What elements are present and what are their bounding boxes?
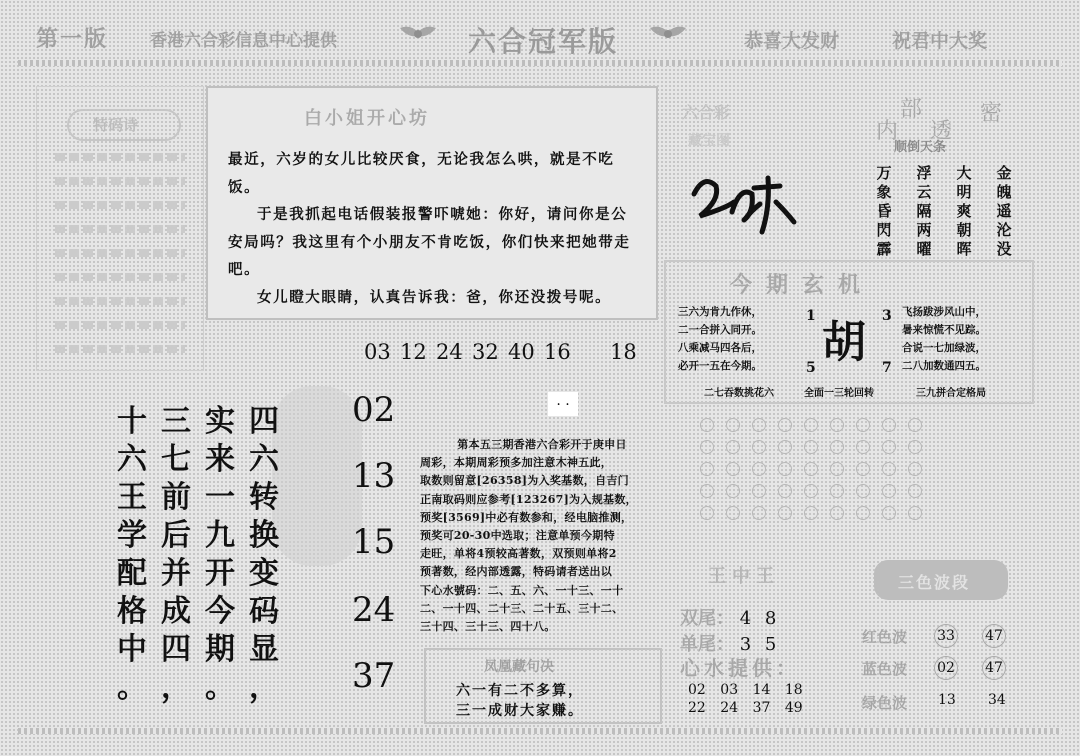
circle-mark bbox=[830, 462, 844, 476]
heart-number: 18 bbox=[784, 682, 803, 698]
faint-line bbox=[55, 321, 185, 329]
circle-mark bbox=[856, 484, 870, 498]
story-text bbox=[228, 146, 642, 311]
poem-char: 王 bbox=[117, 480, 147, 515]
prediction-line: 取数则留意[26358]为入奖基数，自吉门 bbox=[420, 474, 629, 488]
number: 12 bbox=[400, 340, 427, 364]
circle-mark bbox=[700, 418, 714, 432]
wing-logo-icon bbox=[398, 22, 438, 46]
mystery-line: 必开一五在今期。 bbox=[678, 360, 762, 372]
red-wave-number: 33 bbox=[934, 624, 958, 648]
prediction-line: 周彩，本期周彩预多加注意木神五此， bbox=[420, 456, 613, 470]
poem-char: ， bbox=[249, 670, 279, 705]
inner-char: 魄 bbox=[996, 183, 1012, 201]
poem-char: 转 bbox=[249, 480, 279, 515]
big-number: 15 bbox=[352, 522, 396, 562]
circle-mark bbox=[726, 506, 740, 520]
prediction-line: 正南取码则应参考[123267]为入规基数， bbox=[420, 492, 637, 506]
circle-mark bbox=[700, 462, 714, 476]
wave-banner bbox=[874, 560, 1008, 600]
heart-number: 03 bbox=[720, 682, 739, 698]
poem-char: 九 bbox=[205, 518, 235, 553]
edition-label: 第一版 bbox=[36, 26, 109, 52]
number: 03 bbox=[364, 340, 391, 364]
circle-mark bbox=[908, 418, 922, 432]
wave-banner-text: 三色波段 bbox=[898, 573, 971, 592]
left-panel-title: 特码诗 bbox=[93, 116, 139, 134]
inner-char: 金 bbox=[996, 164, 1012, 182]
circle-mark bbox=[726, 484, 740, 498]
circle-mark bbox=[804, 418, 818, 432]
inner-char: 云 bbox=[916, 183, 932, 201]
slogan-left: 恭喜大发财 bbox=[744, 30, 840, 52]
poem-char: 十 bbox=[117, 404, 147, 439]
circle-mark bbox=[778, 462, 792, 476]
mystery-line: 三六为肯九作休， bbox=[678, 306, 762, 318]
red-wave-label: 红色波 bbox=[862, 628, 908, 646]
inner-char: 两 bbox=[916, 221, 932, 239]
double-tail-values: 4 8 bbox=[739, 608, 781, 629]
prediction-line: 第本五三期香港六合彩开于庚申日 bbox=[457, 438, 627, 451]
poem-char: 一 bbox=[205, 480, 235, 515]
mystery-title: 今期玄机 bbox=[730, 272, 875, 298]
faint-line bbox=[55, 273, 185, 281]
inner-subtitle: 顺倒天条 bbox=[894, 140, 947, 155]
poem-char: ， bbox=[161, 670, 191, 705]
mystery-line: 二一合拼入同开。 bbox=[678, 324, 762, 336]
inner-char: 昏 bbox=[876, 202, 892, 220]
mystery-footer: 全面一三轮回转 bbox=[804, 388, 874, 399]
prediction-line: 下心水號码：二、五、六、一十三、一十 bbox=[420, 583, 624, 597]
circle-mark bbox=[804, 484, 818, 498]
blue-wave-number: 47 bbox=[982, 656, 1006, 680]
inner-title-char: 部 bbox=[900, 97, 923, 122]
circle-mark bbox=[700, 440, 714, 454]
faint-line bbox=[55, 153, 185, 161]
heart-number: 14 bbox=[752, 682, 771, 698]
story-box bbox=[206, 86, 658, 320]
circle-mark bbox=[804, 506, 818, 520]
green-wave-number: 34 bbox=[988, 692, 1006, 708]
double-tail-label: 双尾： bbox=[680, 608, 734, 629]
inner-title-char: 密 bbox=[980, 101, 1003, 126]
heart-number: 49 bbox=[784, 700, 803, 716]
grid-label: 王中王 bbox=[708, 566, 780, 587]
tip-line: 六一有二不多算， bbox=[456, 683, 584, 699]
circle-mark bbox=[830, 484, 844, 498]
circle-mark bbox=[856, 440, 870, 454]
wing-logo-icon bbox=[648, 22, 688, 46]
green-wave-number: 13 bbox=[938, 692, 956, 708]
poem-char: 中 bbox=[117, 632, 147, 667]
mystery-center-char: 胡 bbox=[822, 317, 866, 368]
circle-mark bbox=[778, 440, 792, 454]
big-number: 02 bbox=[352, 390, 396, 430]
poem-char: 今 bbox=[205, 594, 235, 629]
circle-mark bbox=[830, 418, 844, 432]
number: 40 bbox=[508, 340, 535, 364]
inner-char: 隔 bbox=[916, 202, 932, 220]
circle-mark bbox=[856, 462, 870, 476]
faint-line bbox=[55, 201, 185, 209]
number: 24 bbox=[436, 340, 463, 364]
poem-char: 配 bbox=[117, 556, 147, 591]
big-number: 24 bbox=[352, 590, 396, 630]
circle-mark bbox=[882, 484, 896, 498]
faint-line bbox=[55, 249, 185, 257]
mystery-footer: 三九拼合定格局 bbox=[916, 388, 986, 399]
poem-char: 变 bbox=[249, 556, 279, 591]
inner-char: 霹 bbox=[876, 240, 892, 258]
poem-char: 七 bbox=[161, 442, 191, 477]
inner-secret-panel bbox=[858, 86, 1026, 256]
inner-char: 万 bbox=[876, 164, 892, 182]
mystery-number: 3 bbox=[882, 308, 892, 324]
poem-char: 期 bbox=[205, 632, 235, 667]
handwritten-glyph-icon bbox=[690, 168, 810, 238]
big-number: 37 bbox=[352, 656, 396, 696]
prediction-line: 二、一十四、二十三、二十五、三十二、 bbox=[420, 601, 624, 615]
poem-char: 四 bbox=[249, 404, 279, 439]
inner-char: 曜 bbox=[916, 240, 932, 258]
circle-mark bbox=[752, 506, 766, 520]
circle-mark bbox=[830, 440, 844, 454]
inner-char: 爽 bbox=[956, 202, 972, 220]
circle-mark bbox=[752, 484, 766, 498]
faint-line bbox=[55, 177, 185, 185]
green-wave-label: 绿色波 bbox=[862, 694, 908, 712]
single-tail-label: 单尾： bbox=[680, 634, 734, 655]
faint-line bbox=[55, 297, 185, 305]
circle-mark bbox=[752, 440, 766, 454]
inner-column bbox=[914, 164, 934, 259]
story-paragraph: 最近，六岁的女儿比较厌食，无论我怎么哄，就是不吃饭。 bbox=[228, 151, 615, 196]
red-wave-number: 47 bbox=[982, 624, 1006, 648]
left-panel-banner bbox=[67, 109, 181, 141]
inner-char: 沦 bbox=[996, 221, 1012, 239]
heart-number: 37 bbox=[752, 700, 771, 716]
slogan-right: 祝君中大奖 bbox=[892, 30, 988, 52]
circle-mark bbox=[778, 506, 792, 520]
poem-char: 前 bbox=[161, 480, 191, 515]
circle-mark bbox=[804, 440, 818, 454]
circle-mark bbox=[778, 418, 792, 432]
circle-mark bbox=[882, 462, 896, 476]
inner-column bbox=[874, 164, 894, 259]
left-poem-panel bbox=[36, 86, 204, 371]
bottom-border bbox=[18, 728, 1062, 734]
circle-mark bbox=[752, 418, 766, 432]
circle-mark bbox=[908, 484, 922, 498]
poem-char: 格 bbox=[117, 594, 147, 629]
prediction-line: 三十四、三十三、四十八。 bbox=[420, 620, 556, 634]
poem-char: 来 bbox=[205, 442, 235, 477]
circle-mark bbox=[882, 440, 896, 454]
circle-mark bbox=[726, 462, 740, 476]
inner-char: 没 bbox=[996, 240, 1012, 258]
heart-number: 22 bbox=[688, 700, 706, 716]
heart-row bbox=[688, 682, 803, 698]
inner-column bbox=[994, 164, 1014, 259]
prediction-line: 走旺，单将4预较高著数，双预则单将2 bbox=[420, 547, 617, 561]
prediction-text bbox=[420, 436, 664, 636]
poem-char: 后 bbox=[161, 518, 191, 553]
poem-char: 四 bbox=[161, 632, 191, 667]
inner-title-char: 透 bbox=[930, 119, 953, 144]
mystery-number: 5 bbox=[806, 360, 816, 376]
faint-caption: 藏宝图 bbox=[688, 133, 730, 149]
circle-mark bbox=[908, 506, 922, 520]
poem-char: 六 bbox=[249, 442, 279, 477]
circle-mark bbox=[726, 440, 740, 454]
mystery-footer: 二七吞数挑花六 bbox=[704, 388, 774, 399]
circle-mark bbox=[856, 506, 870, 520]
mystery-line: 八乘减马四各后， bbox=[678, 342, 762, 354]
heart-number: 24 bbox=[720, 700, 739, 716]
poem-char: 。 bbox=[117, 670, 147, 705]
poem-char: 并 bbox=[161, 556, 191, 591]
tip-box bbox=[424, 648, 662, 724]
circle-mark bbox=[856, 418, 870, 432]
mystery-number: 7 bbox=[882, 360, 892, 376]
prediction-line: 预奖可20-30中选取；注意单预今期特 bbox=[420, 529, 615, 543]
inner-char: 大 bbox=[956, 164, 972, 182]
poem-char: 学 bbox=[117, 518, 147, 553]
poem-char: 三 bbox=[161, 404, 191, 439]
prediction-line: 预著数，经内部透露，特码请者送出以 bbox=[420, 565, 613, 579]
circle-mark bbox=[908, 462, 922, 476]
big-number: 13 bbox=[352, 456, 396, 496]
heart-row bbox=[688, 700, 803, 716]
circle-mark bbox=[700, 506, 714, 520]
blue-wave-label: 蓝色波 bbox=[862, 660, 908, 678]
poem-char: 换 bbox=[249, 518, 279, 553]
number: 16 bbox=[544, 340, 571, 364]
poem-char: 成 bbox=[161, 594, 191, 629]
inner-char: 浮 bbox=[916, 164, 932, 182]
inner-char: 象 bbox=[876, 183, 892, 201]
circle-mark bbox=[908, 440, 922, 454]
mystery-number: 1 bbox=[806, 308, 816, 324]
mystery-line: 暑来惊慌不见踪。 bbox=[902, 324, 986, 336]
inner-char: 遥 bbox=[996, 202, 1012, 220]
blue-wave-number: 02 bbox=[934, 656, 958, 680]
faint-line bbox=[55, 345, 185, 353]
circle-mark bbox=[778, 484, 792, 498]
tip-title: 凤凰藏句决 bbox=[484, 659, 554, 675]
double-tail bbox=[680, 604, 780, 630]
number: 18 bbox=[610, 340, 637, 364]
inner-char: 明 bbox=[956, 183, 972, 201]
heart-number: 02 bbox=[688, 682, 706, 698]
number: 32 bbox=[472, 340, 499, 364]
inner-title-char: 内 bbox=[876, 119, 899, 144]
faint-line bbox=[55, 225, 185, 233]
poem-char: 六 bbox=[117, 442, 147, 477]
poem-char: 显 bbox=[249, 632, 279, 667]
poem-char: 。 bbox=[205, 670, 235, 705]
circle-mark bbox=[882, 506, 896, 520]
tip-line: 三一成财大家赚。 bbox=[456, 703, 584, 719]
poem-char: 实 bbox=[205, 404, 235, 439]
story-title: 白小姐开心坊 bbox=[304, 108, 430, 129]
mystery-line: 二八加数通四五。 bbox=[902, 360, 986, 372]
mystery-line: 飞扬跋涉风山中， bbox=[902, 306, 986, 318]
poem-char: 开 bbox=[205, 556, 235, 591]
circle-mark bbox=[882, 418, 896, 432]
mystery-line: 合说一七加绿波， bbox=[902, 342, 986, 354]
story-paragraph: 女儿瞪大眼睛，认真告诉我：爸，你还没拨号呢。 bbox=[257, 288, 612, 306]
single-tail-values: 3 5 bbox=[739, 634, 781, 655]
header-note: 香港六合彩信息中心提供 bbox=[150, 31, 337, 51]
inner-column bbox=[954, 164, 974, 259]
circle-mark bbox=[830, 506, 844, 520]
faint-caption: 六合彩 bbox=[682, 103, 731, 122]
heart-label: 心水提供： bbox=[680, 656, 800, 680]
inner-char: 晖 bbox=[956, 240, 972, 258]
story-paragraph: 于是我抓起电话假装报警吓唬她：你好，请问你是公安局吗？我这里有个小朋友不肯吃饭，你们快来把她带走吧。 bbox=[228, 206, 631, 278]
dots-marker: . . bbox=[548, 392, 578, 416]
inner-char: 閃 bbox=[876, 221, 892, 239]
prediction-line: 预奖[3569]中必有数参和，经电脑推测， bbox=[420, 510, 633, 524]
circle-mark bbox=[752, 462, 766, 476]
masthead-title: 六合冠军版 bbox=[468, 25, 619, 58]
inner-char: 朝 bbox=[956, 221, 972, 239]
circle-mark bbox=[700, 484, 714, 498]
circle-mark bbox=[804, 462, 818, 476]
circle-mark bbox=[726, 418, 740, 432]
poem-char: 码 bbox=[249, 594, 279, 629]
